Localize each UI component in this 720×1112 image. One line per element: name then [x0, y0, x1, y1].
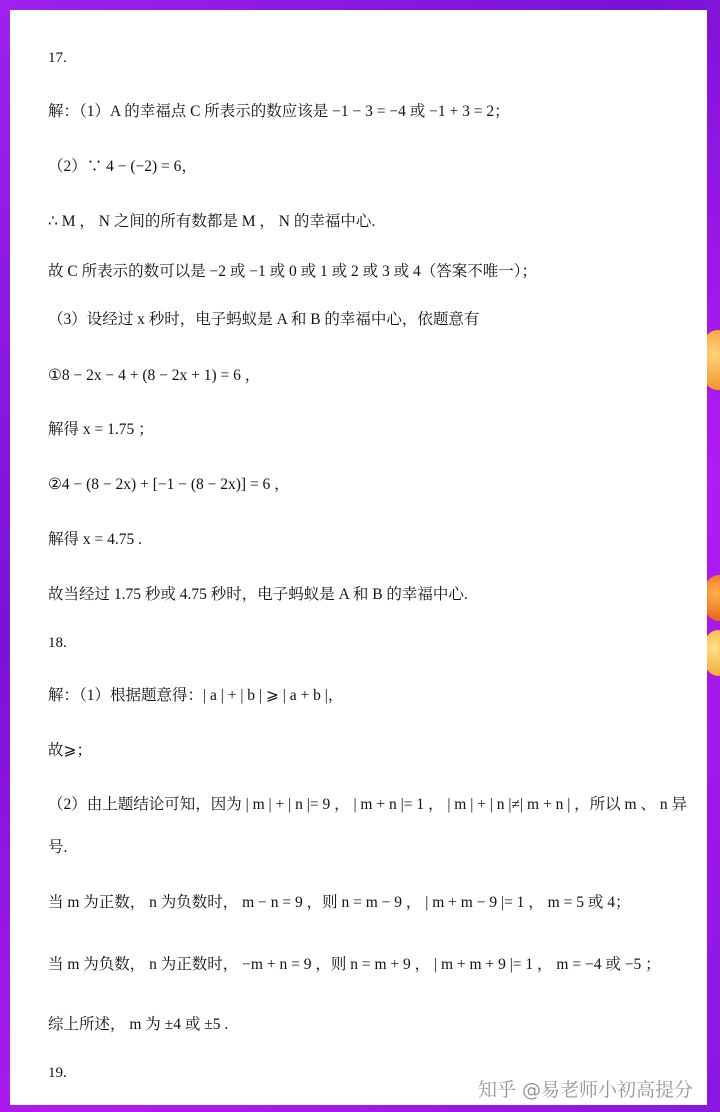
problem-17-line: ①8 − 2x − 4 + (8 − 2x + 1) = 6 ，: [48, 367, 261, 384]
problem-18-line: 当 m 为正数， n 为负数时， m − n = 9 ，则 n = m − 9 ， | m + m − 9 |= 1 ， m = 5 或 4；: [48, 894, 631, 911]
problem-18-line: 号.: [48, 839, 68, 856]
problem-18-line: 综上所述， m 为 ±4 或 ±5 .: [48, 1016, 229, 1033]
problem-19-number: 19.: [48, 1065, 67, 1081]
problem-17-line: 解得 x = 4.75 .: [48, 531, 142, 548]
problem-18-number: 18.: [48, 635, 67, 651]
problem-17-number: 17.: [48, 50, 67, 66]
problem-17-line: （2）∵ 4 − (−2) = 6，: [48, 158, 197, 175]
watermark: 知乎 @易老师小初高提分: [477, 1079, 693, 1101]
problem-18-line: 故⩾；: [48, 742, 92, 759]
problem-18-line: 当 m 为负数， n 为正数时， −m + n = 9 ，则 n = m + 9 ， | m + m + 9 |= 1 ， m = −4 或 −5 ；: [48, 956, 661, 973]
problem-17-line: 故当经过 1.75 秒或 4.75 秒时，电子蚂蚁是 A 和 B 的幸福中心.: [48, 586, 468, 603]
problem-17-line: 故 C 所表示的数可以是 −2 或 −1 或 0 或 1 或 2 或 3 或 4（答案不唯一）；: [48, 263, 537, 280]
problem-18-line: （2）由上题结论可知，因为 | m | + | n |= 9 ， | m + n |= 1 ， | m | + | n |≠| m + n | ，所以 m 、 n 异: [48, 796, 687, 813]
problem-17-line: ∴ M ， N 之间的所有数都是 M ， N 的幸福中心.: [48, 213, 376, 230]
problem-18-line: 解：（1）根据题意得：| a | + | b | ⩾ | a + b |，: [48, 687, 344, 704]
answer-sheet: [10, 10, 707, 1105]
problem-17-line: （3）设经过 x 秒时，电子蚂蚁是 A 和 B 的幸福中心，依题意有: [48, 311, 480, 328]
problem-17-line: 解：（1）A 的幸福点 C 所表示的数应该是 −1 − 3 = −4 或 −1 + 3 = 2；: [48, 103, 510, 120]
problem-17-line: ②4 − (8 − 2x) + [−1 − (8 − 2x)] = 6 ，: [48, 476, 290, 493]
problem-17-line: 解得 x = 1.75 ；: [48, 421, 154, 438]
